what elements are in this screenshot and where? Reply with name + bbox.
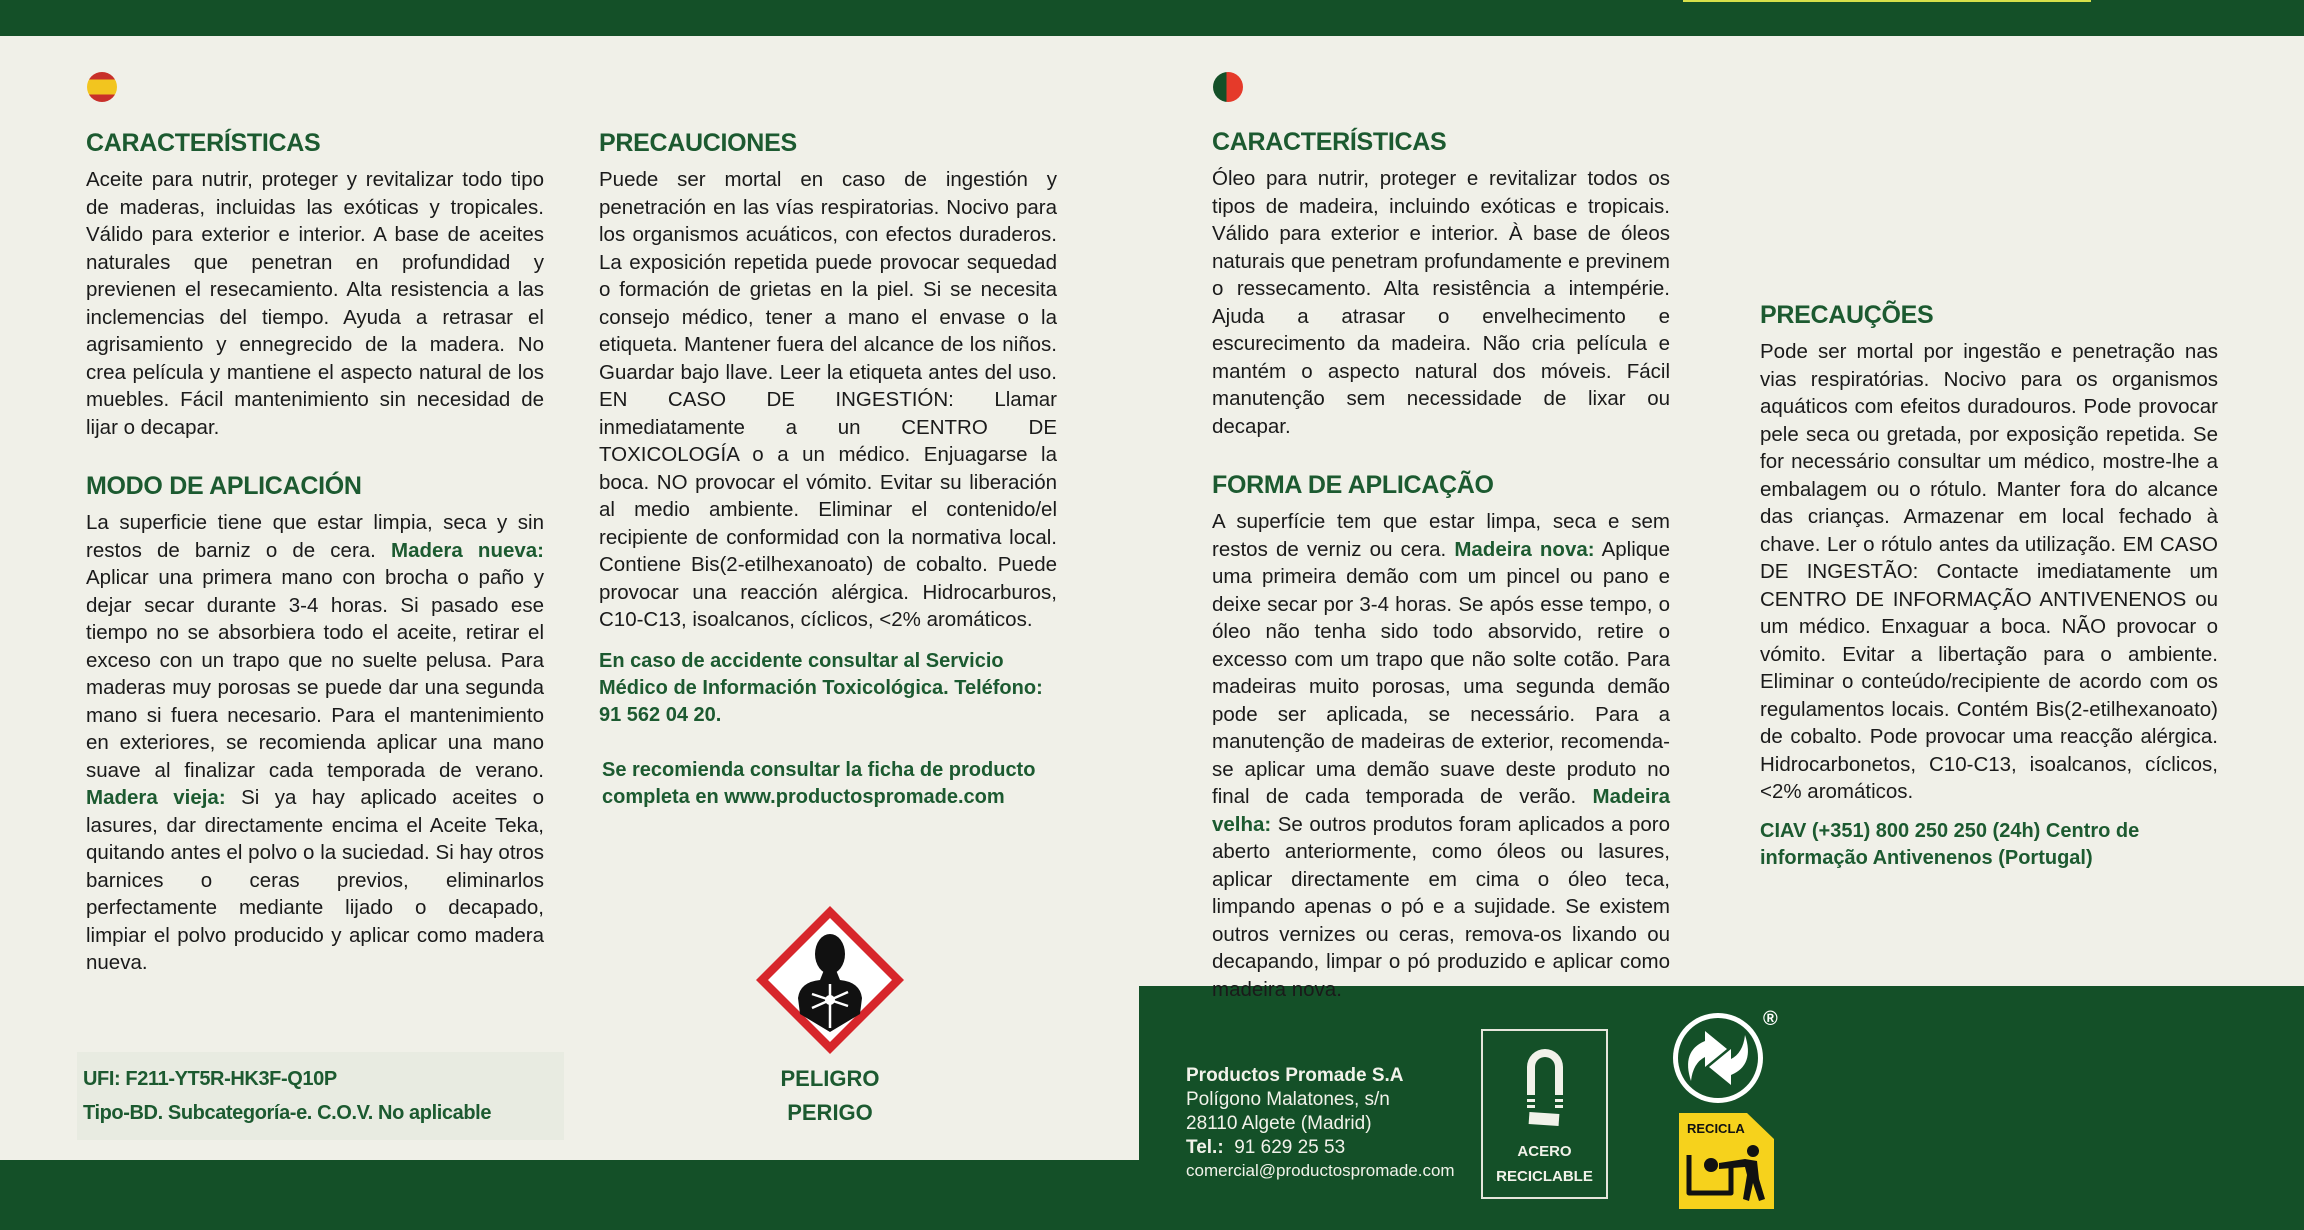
address-line-2: 28110 Algete (Madrid) — [1186, 1113, 1372, 1134]
phone-label: Tel.: — [1186, 1137, 1224, 1158]
pt-column-1 — [1212, 127, 1670, 1003]
ufi-code: UFI: F211-YT5R-HK3F-Q10P — [83, 1068, 337, 1090]
es-modo-aplicacion-title: MODO DE APLICACIÓN — [86, 472, 362, 500]
pt-precaucoes-title: PRECAUÇÕES — [1760, 301, 1934, 329]
signal-word — [730, 1062, 930, 1130]
address-line-1: Polígono Malatones, s/n — [1186, 1089, 1390, 1110]
es-emergency-note: En caso de accidente consultar al Servicio Médico de Información Toxicológica. Teléfono: 91 562 04 20. — [599, 649, 1043, 726]
es-madera-nueva-text: Aplicar una primera mano con brocha o paño y dejar secar durante 3-4 horas. Si pasado ese tiempo no se absorbiera todo el aceite, retirar el exceso con un trapo que no suelte pelusa. Para maderas muy porosas se puede dar una segunda mano si fuera necesario. Para el mantenimiento en exteriores, se recomienda aplicar una mano suave al finalizar cada temporada de verano. — [86, 566, 544, 782]
company-info — [1186, 1064, 1455, 1182]
spain-flag-icon — [87, 72, 117, 102]
acero-line-2: RECICLABLE — [1496, 1168, 1593, 1185]
es-modo-aplicacion-body — [86, 509, 544, 977]
es-column-2 — [599, 128, 1057, 811]
es-ficha-note: Se recomienda consultar la ficha de producto completa en www.productospromade.com — [602, 758, 1036, 808]
pt-caracteristicas-title: CARACTERÍSTICAS — [1212, 128, 1447, 156]
pt-madeira-nova-label: Madeira nova: — [1454, 537, 1595, 561]
es-column-1 — [86, 128, 544, 977]
signal-word-es: PELIGRO — [780, 1066, 880, 1091]
es-precauciones-body: Puede ser mortal en caso de ingestión y penetración en las vías respiratorias. Nocivo para los organismos acuáticos, con efectos duraderos. La exposición repetida puede provocar sequedad o formación de grietas en la piel. Si se necesita consejo médico, tener a mano el envase o la etiqueta. Mantener fuera del alcance de los niños. Guardar bajo llave. Leer la etiqueta antes del uso. EN CASO DE INGESTIÓN: Llamar inmediatamente a un CENTRO DE TOXICOLOGÍA o a un médico. Enjuagarse la boca. NO provocar el vómito. Evitar su liberación al medio ambiente. Eliminar el contenido/el recipiente de conformidad con la normativa local. Contiene Bis(2-etilhexanoato) de cobalto. Puede provocar una reacción alérgica. Hidrocarburos, C10-C13, isoalcanos, cíclicos, <2% aromáticos. — [599, 168, 1057, 631]
green-dot-recycling-icon — [1671, 1011, 1765, 1105]
pt-column-2 — [1760, 300, 2218, 872]
bottom-band — [0, 1160, 2304, 1230]
magnet-icon — [1519, 1045, 1571, 1133]
es-madera-vieja-text: Si ya hay aplicado aceites o lasures, dar directamente encima el Aceite Teka, quitando antes el polvo o la suciedad. Si hay otros barnices o ceras previos, eliminarlos perfectamente mediante lijado o decapado, limpiar el polvo producido y aplicar como madera nueva. — [86, 786, 544, 974]
es-modo-intro: La superficie tiene que estar limpia, seca y sin restos de barniz o de cera. — [86, 511, 544, 562]
pt-caracteristicas-body: Óleo para nutrir, proteger e revitalizar todos os tipos de madeira, incluindo exóticas e tropicais. Válido para exterior e interior. À base de óleos naturais que penetram profundamente e previnem o ressecamento. Alta resistência a intempérie. Ajuda a atrasar o envelhecimento e escurecimento da madeira. Não cria película e mantém o aspecto natural dos móveis. Fácil manutenção sem necessidade de lixar ou decapar. — [1212, 167, 1670, 438]
es-precauciones-title: PRECAUCIONES — [599, 129, 797, 157]
phone — [1186, 1136, 1455, 1160]
acero-line-1: ACERO — [1517, 1143, 1572, 1160]
es-madera-nueva-label: Madera nueva: — [391, 538, 544, 562]
health-hazard-pictogram-icon — [752, 902, 908, 1058]
pt-madeira-velha-label: Madeira velha: — [1212, 785, 1670, 836]
acero-reciclable-badge — [1481, 1029, 1608, 1199]
email: comercial@productospromade.com — [1186, 1161, 1455, 1180]
acero-label — [1483, 1139, 1606, 1189]
registered-mark: ® — [1763, 1008, 1778, 1030]
pt-forma-intro: A superfície tem que estar limpa, seca e sem restos de verniz ou cera. — [1212, 510, 1670, 561]
pt-forma-aplicacao-body — [1212, 508, 1670, 1003]
ufi-box — [77, 1052, 564, 1140]
es-caracteristicas-title: CARACTERÍSTICAS — [86, 129, 321, 157]
recicla-label: RECICLA — [1687, 1121, 1745, 1136]
recicla-icon — [1679, 1113, 1774, 1209]
pt-forma-aplicacao-title: FORMA DE APLICAÇÃO — [1212, 471, 1494, 499]
es-caracteristicas-body: Aceite para nutrir, proteger y revitalizar todo tipo de maderas, incluidas las exóticas y tropicales. Válido para exterior e interior. A base de aceites naturales que penetran en profundidad y previenen el resecamiento. Alta resistencia a las inclemencias del tiempo. Ayuda a retrasar el agrisamiento y ennegrecido de la madera. No crea película y mantiene el aspecto natural de los muebles. Fácil mantenimiento sin necesidad de lijar o decapar. — [86, 168, 544, 439]
phone-value: 91 629 25 53 — [1234, 1137, 1346, 1158]
company-name: Productos Promade S.A — [1186, 1065, 1404, 1086]
top-accent-line — [1683, 0, 2091, 2]
pt-madeira-velha-text: Se outros produtos foram aplicados a poro aberto anteriormente, como óleos ou lasures, aplicar directamente em cima o óleo teca, limpando apenas o pó e a sujidade. Se existem outros vernizes ou ceras, remova-os lixando ou decapando, limpar o pó produzido e aplicar como madeira nova. — [1212, 812, 1670, 1001]
pt-precaucoes-body: Pode ser mortal por ingestão e penetração nas vias respiratórias. Nocivo para os organismos aquáticos com efeitos duradouros. Pode provocar pele seca ou gretada, por exposição repetida. Se for necessário consultar um médico, mostre-lhe a embalagem ou o rótulo. Manter fora do alcance das crianças. Armazenar em local fechado à chave. Ler o rótulo antes da utilização. EM CASO DE INGESTÃO: Contacte imediatamente um CENTRO DE INFORMAÇÃO ANTIVENENOS ou um médico. Enxaguar a boca. NÃO provocar o vómito. Evitar a libertação para o ambiente. Eliminar o conteúdo/recipiente de acordo com os regulamentos locais. Contém Bis(2-etilhexanoato) de cobalto. Pode provocar uma reacção alérgica. Hidrocarbonetos, C10-C13, isoalcanos, cíclicos, <2% aromáticos. — [1760, 340, 2218, 803]
voc-info: Tipo-BD. Subcategoría-e. C.O.V. No aplicable — [83, 1102, 492, 1124]
pt-emergency-note: CIAV (+351) 800 250 250 (24h) Centro de informação Antivenenos (Portugal) — [1760, 819, 2140, 869]
es-madera-vieja-label: Madera vieja: — [86, 786, 226, 809]
signal-word-pt: PERIGO — [787, 1100, 873, 1125]
pt-madeira-nova-text: Aplique uma primeira demão com um pincel ou pano e deixe secar por 3-4 horas. Se após esse tempo, o óleo não tenha sido todo absorvido, retire o excesso com um trapo que não solte cotão. Para madeiras muito porosas, uma segunda demão pode ser aplicada, se necessário. Para a manutenção de madeiras de exterior, recomenda-se aplicar uma demão suave deste produto no final de cada temporada de verão. — [1212, 537, 1670, 808]
portugal-flag-icon — [1213, 72, 1243, 102]
top-band — [0, 0, 2304, 36]
